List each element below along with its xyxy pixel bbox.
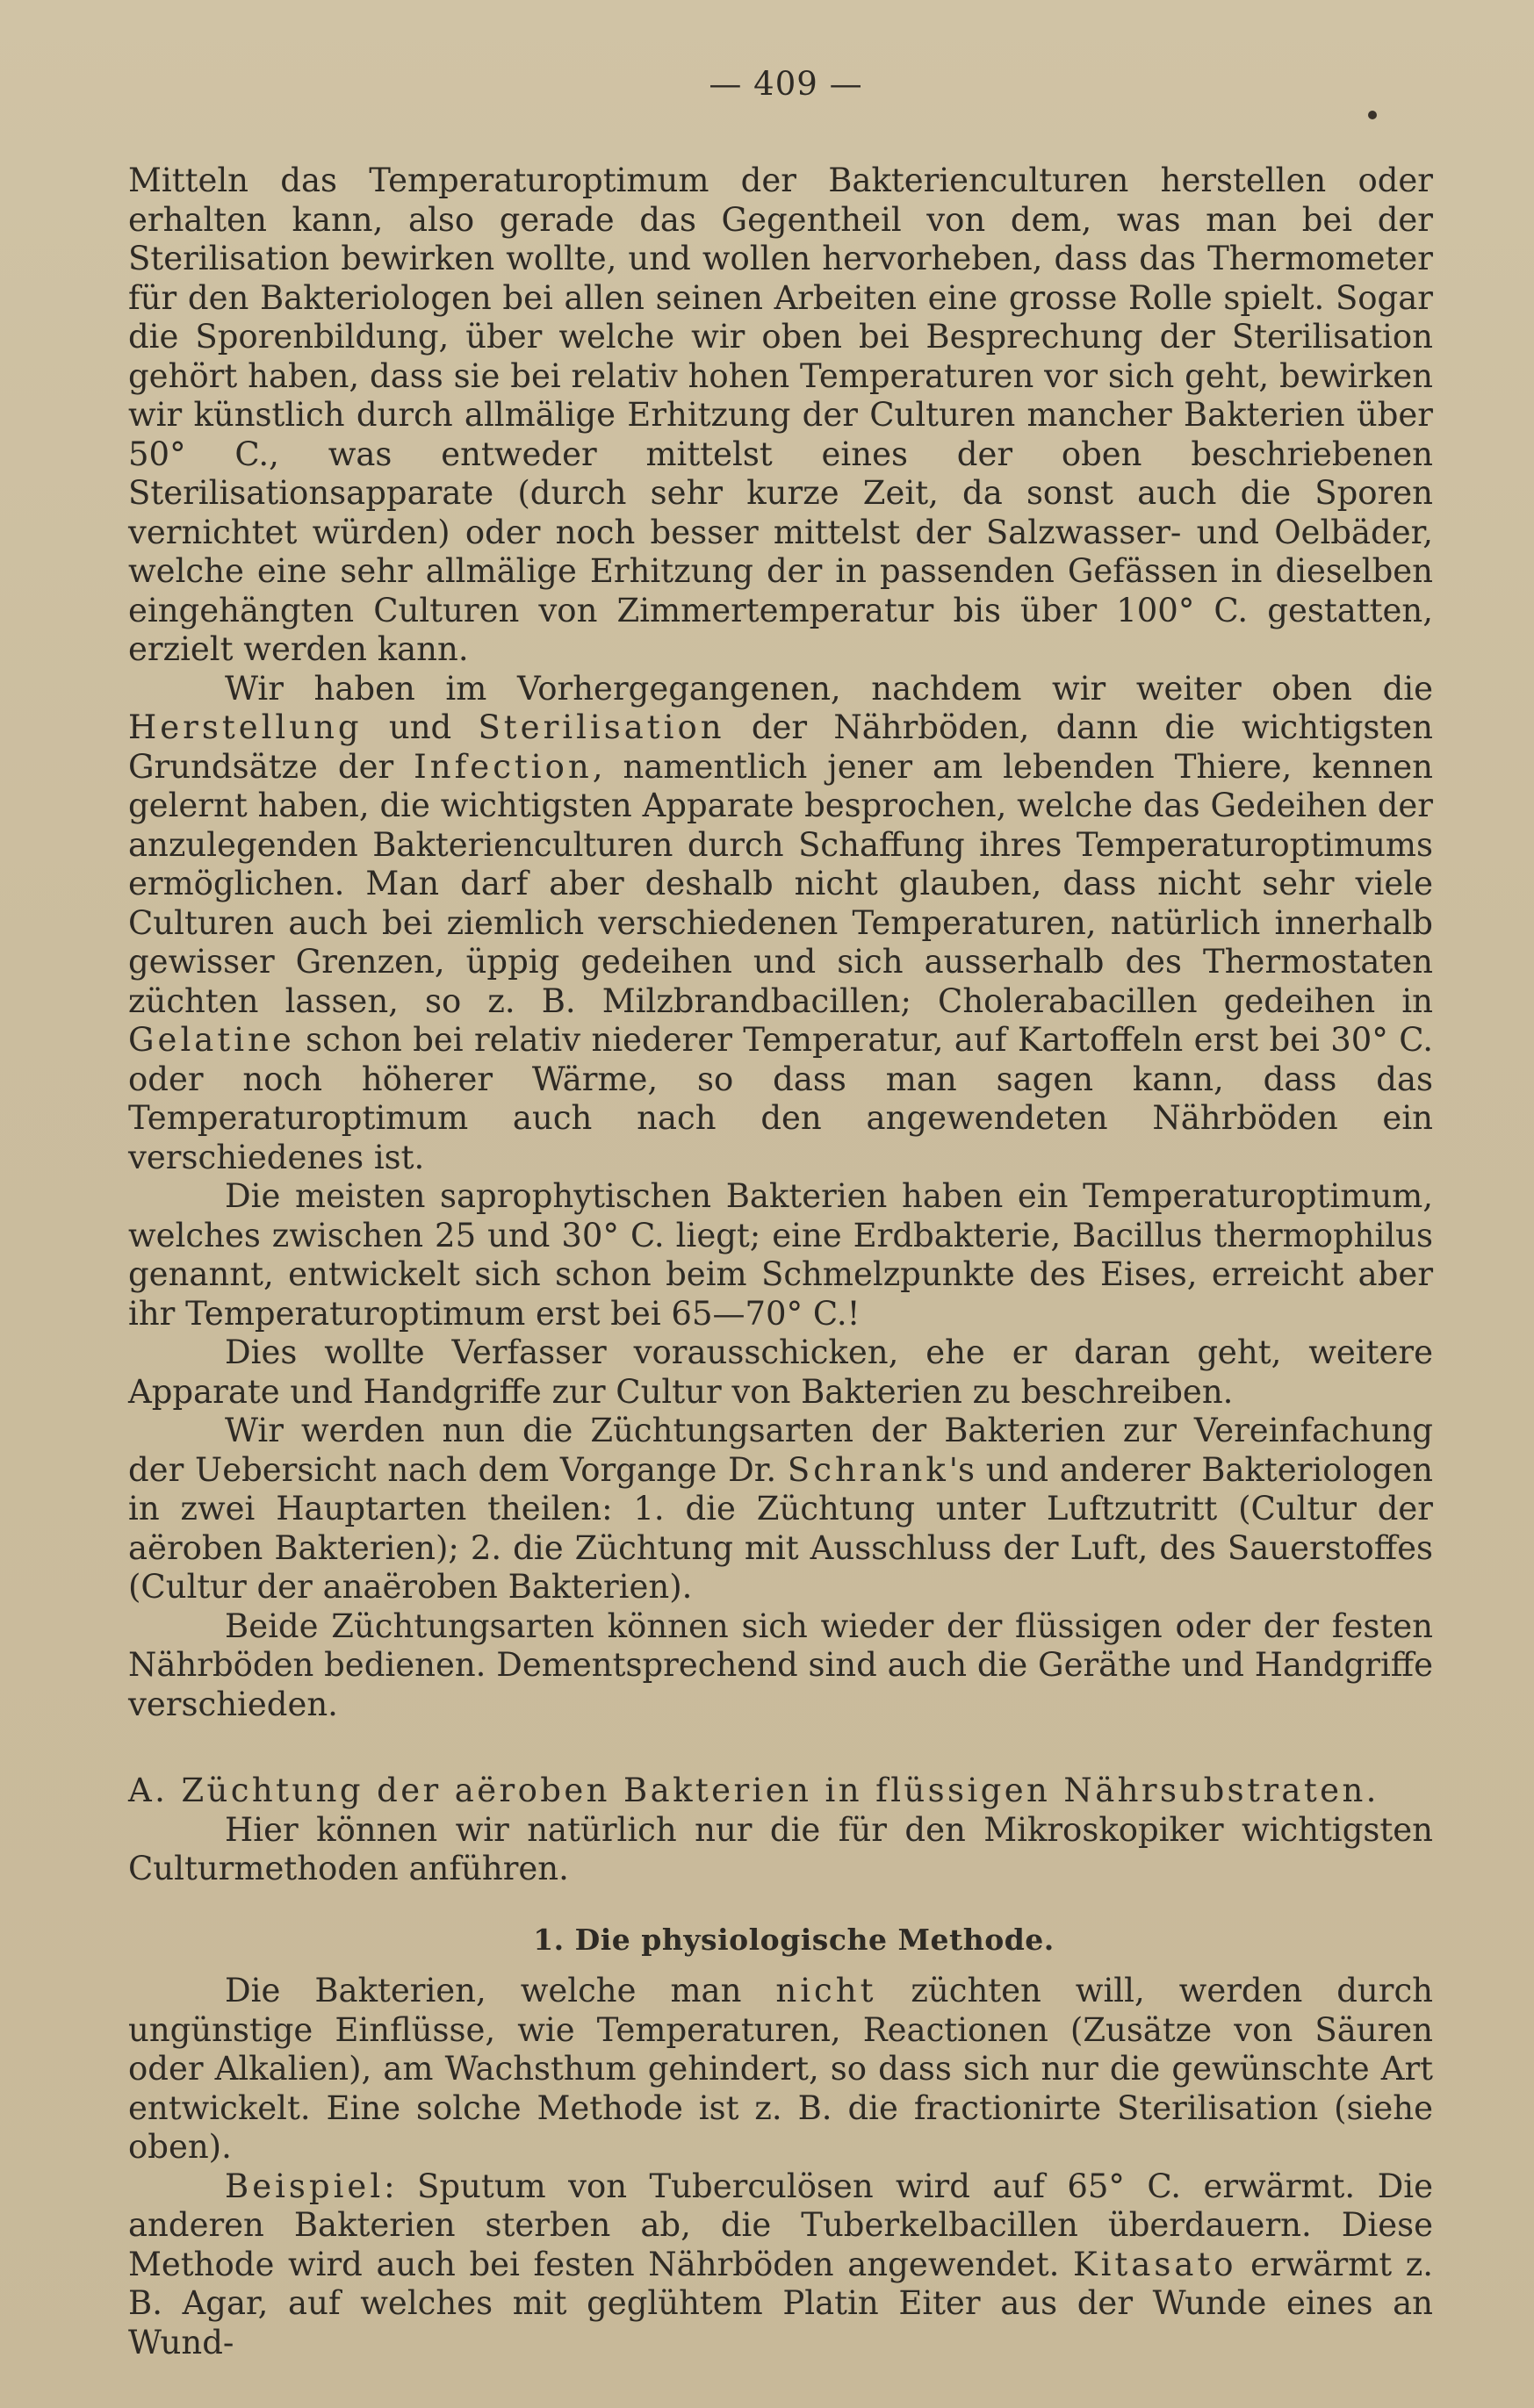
emphasis-term: Infection	[414, 747, 593, 786]
text-run: und	[362, 708, 479, 746]
emphasis-term: Sterilisation	[478, 708, 725, 746]
emphasis-term: Beispiel	[225, 2167, 385, 2205]
paragraph-7: Hier können wir natürlich nur die für den Mikroskopiker wichtigsten Culturmethoden anführen.	[128, 1810, 1433, 1887]
author-name: Schrank	[787, 1450, 949, 1489]
text-run: schon bei relativ niederer Temperatur, auf Kartoffeln erst bei 30° C. oder noch höherer Wärme, so dass man sagen kann, dass das Temperaturoptimum auch nach den angewendeten Nährböden ein verschiedenes ist.	[128, 1021, 1433, 1176]
text-run: , namentlich jener am lebenden Thiere, kennen gelernt haben, die wichtigsten Apparate besprochen, welche das Gedeihen der anzulegenden Bakterienculturen durch Schaffung ihres Temperaturoptimums ermöglichen. Man darf aber deshalb nicht glauben, dass nicht sehr viele Culturen auch bei ziemlich verschiedenen Temperaturen, natürlich innerhalb gewisser Grenzen, üppig gedeihen und sich ausserhalb des Thermostaten züchten lassen, so z. B. Milzbrandbacillen; Cholerabacillen gedeihen in	[128, 747, 1433, 1020]
text-run: der Nährböden, dann die wichtigsten Grundsätze der	[128, 708, 1433, 786]
text-run: : Sputum von Tuberculösen wird auf 65° C. erwärmt. Die anderen Bakterien sterben ab, die Tuberkelbacillen überdauern. Diese Methode wird auch bei festen Nährböden angewendet.	[128, 2167, 1433, 2283]
paragraph-5	[128, 1412, 1433, 1607]
subsection-heading-1: 1. Die physiologische Methode.	[533, 1922, 1055, 1957]
paragraph-4: Dies wollte Verfasser vorausschicken, ehe er daran geht, weitere Apparate und Handgriffe zur Cultur von Bakterien zu beschreiben.	[128, 1333, 1433, 1411]
paragraph-8	[128, 1972, 1433, 2167]
paragraph-6: Beide Züchtungsarten können sich wieder der flüssigen oder der festen Nährböden bedienen. Dementsprechend sind auch die Geräthe und Handgriffe verschieden.	[128, 1607, 1433, 1723]
emphasis-term: Herstellung	[128, 708, 363, 746]
text-run: 's und anderer Bakteriologen in zwei Hauptarten theilen: 1. die Züchtung unter Luftzutritt (Cultur der aëroben Bakterien); 2. die Züchtung mit Ausschluss der Luft, des Sauerstoffes (Cultur der anaëroben Bakterien).	[128, 1450, 1434, 1606]
paragraph-2	[128, 670, 1433, 1178]
body-text	[128, 162, 1433, 2362]
text-run: Die Bakterien, welche man	[225, 1972, 776, 2009]
paragraph-9	[128, 2167, 1433, 2363]
page-number: — 409 —	[709, 65, 863, 103]
text-run: erwärmt z. B. Agar, auf welches mit geglühtem Platin Eiter aus der Wunde eines an Wund-	[128, 2245, 1433, 2361]
text-run: Wir haben im Vorhergegangenen, nachdem wir weiter oben die	[225, 669, 1433, 708]
paragraph-1: Mitteln das Temperaturoptimum der Bakterienculturen herstellen oder erhalten kann, also gerade das Gegentheil von dem, was man bei der Sterilisation bewirken wollte, und wollen hervorheben, dass das Thermometer für den Bakteriologen bei allen seinen Arbeiten eine grosse Rolle spielt. Sogar die Sporenbildung, über welche wir oben bei Besprechung der Sterilisation gehört haben, dass sie bei relativ hohen Temperaturen vor sich geht, bewirken wir künstlich durch allmälige Erhitzung der Culturen mancher Bakterien über 50° C., was entweder mittelst eines der oben beschriebenen Sterilisationsapparate (durch sehr kurze Zeit, da sonst auch die Sporen vernichtet würden) oder noch besser mittelst der Salzwasser- und Oelbäder, welche eine sehr allmälige Erhitzung der in passenden Gefässen in dieselben eingehängten Culturen von Zimmertemperatur bis über 100° C. gestatten, erzielt werden kann.	[128, 162, 1433, 668]
ink-speck	[1368, 111, 1377, 119]
paragraph-3: Die meisten saprophytischen Bakterien haben ein Temperaturoptimum, welches zwischen 25 und 30° C. liegt; eine Erdbakterie, Bacillus thermophilus genannt, entwickelt sich schon beim Schmelzpunkte des Eises, erreicht aber ihr Temperaturoptimum erst bei 65—70° C.!	[128, 1177, 1433, 1333]
text-run: Wir werden nun die Züchtungsarten der Bakterien zur Vereinfachung der Uebersicht nach dem Vorgange Dr.	[128, 1412, 1433, 1489]
section-heading-a: A. Züchtung der aëroben Bakterien in flüssigen Nährsubstraten.	[128, 1772, 1379, 1809]
text-run: züchten will, werden durch ungünstige Einflüsse, wie Temperaturen, Reactionen (Zusätze von Säuren oder Alkalien), am Wachsthum gehindert, so dass sich nur die gewünschte Art entwickelt. Eine solche Methode ist z. B. die fractionirte Sterilisation (siehe oben).	[128, 1972, 1433, 2166]
emphasis-term: nicht	[775, 1972, 877, 2009]
emphasis-term: Gelatine	[128, 1021, 295, 1059]
author-name: Kitasato	[1072, 2245, 1237, 2283]
